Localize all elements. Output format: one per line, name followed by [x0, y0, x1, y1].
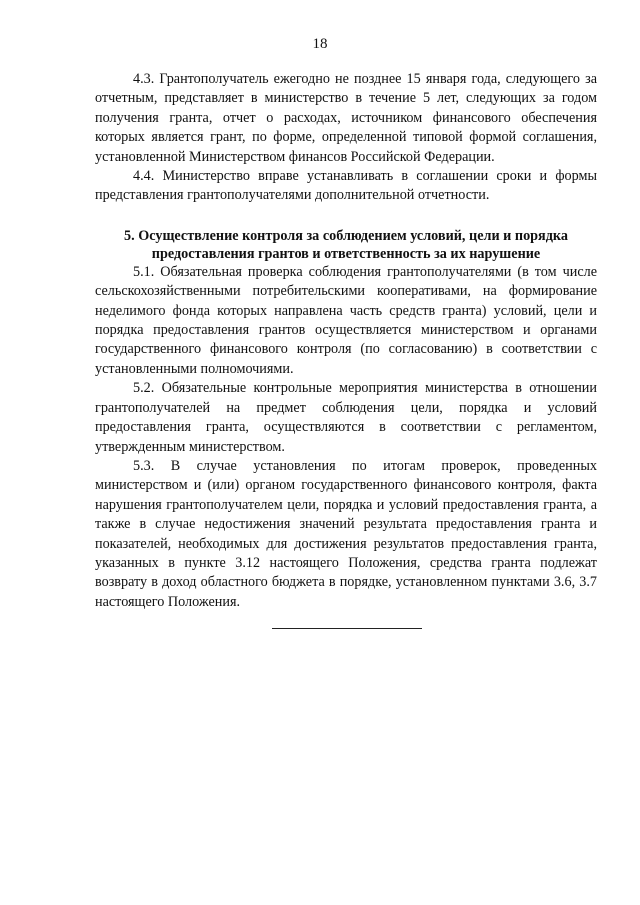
paragraph-5-2: 5.2. Обязательные контрольные мероприятия министерства в отношении грантополучателей на предмет соблюдения цели, порядка и условий предоставления гранта, осуществляются в соответствии с регламентом, утвержденным министерством.	[95, 380, 597, 455]
end-separator-line	[272, 628, 422, 629]
document-body	[95, 70, 597, 612]
paragraph-5-1: 5.1. Обязательная проверка соблюдения грантополучателями (в том числе сельскохозяйственными потребительскими кооперативами, на формирование неделимого фонда которых направлена часть средств гранта) условий, цели и порядка предоставления грантов осуществляется министерством и органами государственного финансового контроля (по согласованию) в соответствии с установленными полномочиями.	[95, 263, 597, 377]
paragraph-5-3: 5.3. В случае установления по итогам проверок, проведенных министерством и (или) органом государственного финансового контроля, факта нарушения грантополучателем цели, порядка и условий предоставления гранта, а также в случае недостижения значений результата предоставления гранта и показателей, необходимых для достижения результатов предоставления гранта, указанных в пункте 3.12 настоящего Положения, средства гранта подлежат возврату в доход областного бюджета в порядке, установленном пунктами 3.6, 3.7 настоящего Положения.	[95, 457, 597, 610]
paragraph-4-4: 4.4. Министерство вправе устанавливать в соглашении сроки и формы представления грантополучателями дополнительной отчетности.	[95, 168, 597, 204]
paragraph-4-3: 4.3. Грантополучатель ежегодно не позднее 15 января года, следующего за отчетным, представляет в министерство в течение 5 лет, следующих за годом получения гранта, отчет о расходах, источником финансового обеспечения которых является грант, по форме, определенной типовой формой соглашения, установленной Министерством финансов Российской Федерации.	[95, 71, 597, 165]
page-number: 18	[312, 36, 328, 52]
section-5-heading: 5. Осуществление контроля за соблюдением условий, цели и порядка предоставления грантов и ответственность за их нарушение	[124, 227, 568, 262]
